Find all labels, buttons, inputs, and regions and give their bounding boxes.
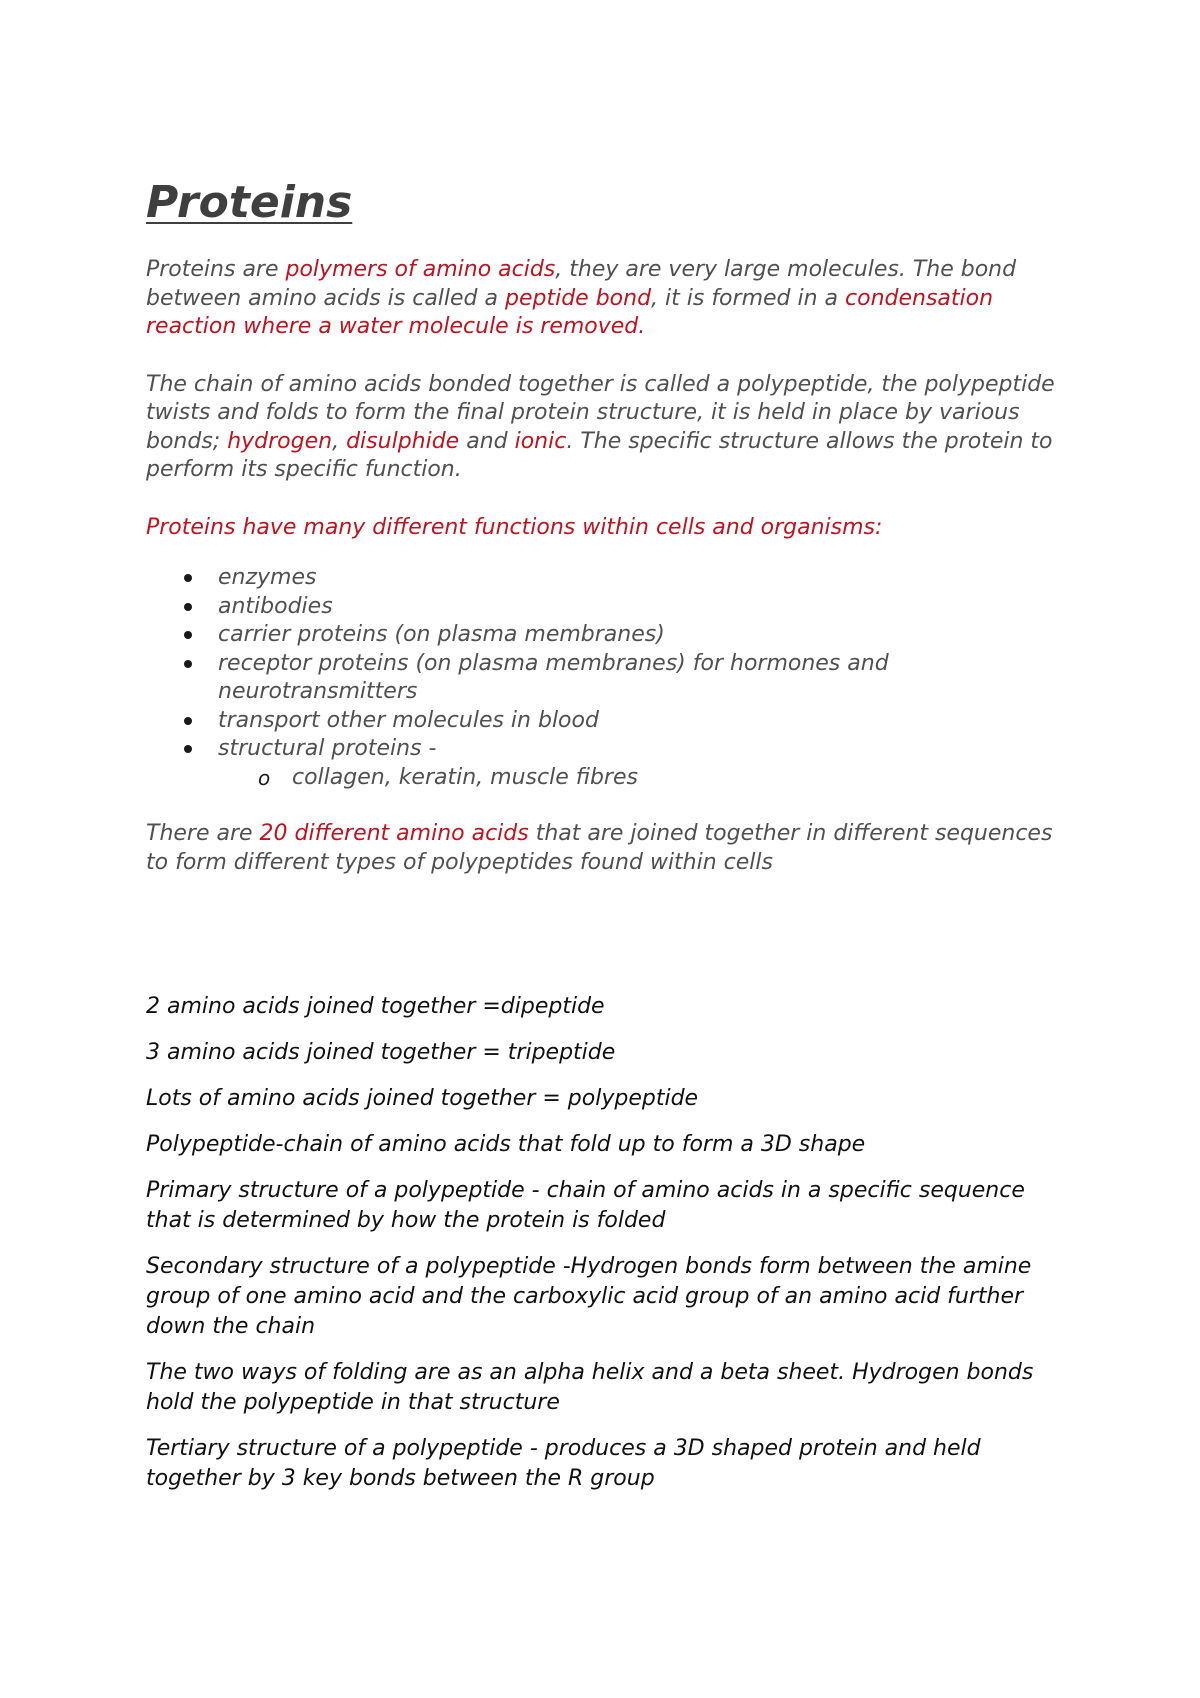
list-item-label: transport other molecules in blood xyxy=(218,707,599,733)
list-item xyxy=(146,564,1076,593)
list-item xyxy=(146,707,1076,736)
list-item-label: receptor proteins (on plasma membranes) for hormones and neurotransmitters xyxy=(218,650,889,704)
highlight-peptide-bond: peptide bond xyxy=(505,285,652,311)
amino-text-1: There are xyxy=(146,821,260,846)
amino-text-2: that are joined together in different sequences to form different types of polypeptides found within cells xyxy=(146,821,1053,875)
spacer xyxy=(146,906,1076,992)
functions-list xyxy=(146,564,1076,792)
structure-text-1: The chain of amino acids bonded together is called a polypeptide, the polypeptide twists and folds to form the final protein structure, it is held in place by various bonds; xyxy=(146,371,1055,454)
definition-secondary-structure: Secondary structure of a polypeptide -Hydrogen bonds form between the amine group of one amino acid and the carboxylic acid group of an amino acid further down the chain xyxy=(146,1254,1032,1339)
definition-tripeptide: 3 amino acids joined together = tripeptide xyxy=(146,1040,616,1065)
bullet-icon xyxy=(184,745,192,753)
list-item xyxy=(146,735,1076,764)
functions-heading: Proteins have many different functions within cells and organisms: xyxy=(146,514,883,540)
amino-acids-paragraph xyxy=(146,820,1076,877)
definition-dipeptide: 2 amino acids joined together =dipeptide xyxy=(146,994,605,1019)
sub-bullet-icon: o xyxy=(258,765,271,790)
highlight-hydrogen: hydrogen xyxy=(227,428,333,454)
definition-primary-structure: Primary structure of a polypeptide - chain of amino acids in a specific sequence that is determined by how the protein is folded xyxy=(146,1178,1025,1233)
structure-text-4: . The specific structure allows the protein to perform its specific function. xyxy=(146,428,1053,482)
highlight-condensation: condensation reaction where a water molecule is removed. xyxy=(146,285,994,339)
definitions-section xyxy=(146,992,1076,1494)
structure-text-3: and xyxy=(459,428,515,454)
highlight-20-amino-acids: 20 different amino acids xyxy=(259,821,529,846)
highlight-ionic: ionic xyxy=(514,428,567,454)
definition-tertiary-structure: Tertiary structure of a polypeptide - produces a 3D shaped protein and held together by 3 key bonds between the R group xyxy=(146,1436,981,1491)
highlight-disulphide: disulphide xyxy=(346,428,460,454)
definition-folding: The two ways of folding are as an alpha helix and a beta sheet. Hydrogen bonds hold the polypeptide in that structure xyxy=(146,1360,1034,1415)
document-content xyxy=(146,178,1076,1510)
bullet-icon xyxy=(184,574,192,582)
list-item-label: antibodies xyxy=(218,593,333,619)
intro-paragraph xyxy=(146,256,1076,342)
list-item xyxy=(146,621,1076,650)
sub-list-item-label: collagen, keratin, muscle fibres xyxy=(292,764,638,790)
highlight-polymers: polymers of amino acids xyxy=(285,257,556,282)
structure-paragraph xyxy=(146,371,1076,485)
intro-text-1: Proteins are xyxy=(146,257,286,282)
intro-text-3: , it is formed in a xyxy=(651,285,846,311)
bullet-icon xyxy=(184,660,192,668)
definition-polypeptide-chain: Polypeptide-chain of amino acids that fold up to form a 3D shape xyxy=(146,1132,866,1157)
page-title: Proteins xyxy=(146,177,353,228)
bullet-icon xyxy=(184,603,192,611)
list-item xyxy=(146,593,1076,622)
list-item-label: enzymes xyxy=(218,565,317,590)
structure-text-2: , xyxy=(332,428,347,454)
intro-text-2: , they are very large molecules. The bond between amino acids is called a xyxy=(146,257,1017,311)
list-item-label: structural proteins - xyxy=(218,736,437,761)
list-item-label: carrier proteins (on plasma membranes) xyxy=(218,622,665,647)
bullet-icon xyxy=(184,631,192,639)
bullet-icon xyxy=(184,717,192,725)
list-item xyxy=(146,650,1076,707)
sub-list-item xyxy=(146,764,1076,793)
definition-polypeptide: Lots of amino acids joined together = polypeptide xyxy=(146,1086,699,1111)
